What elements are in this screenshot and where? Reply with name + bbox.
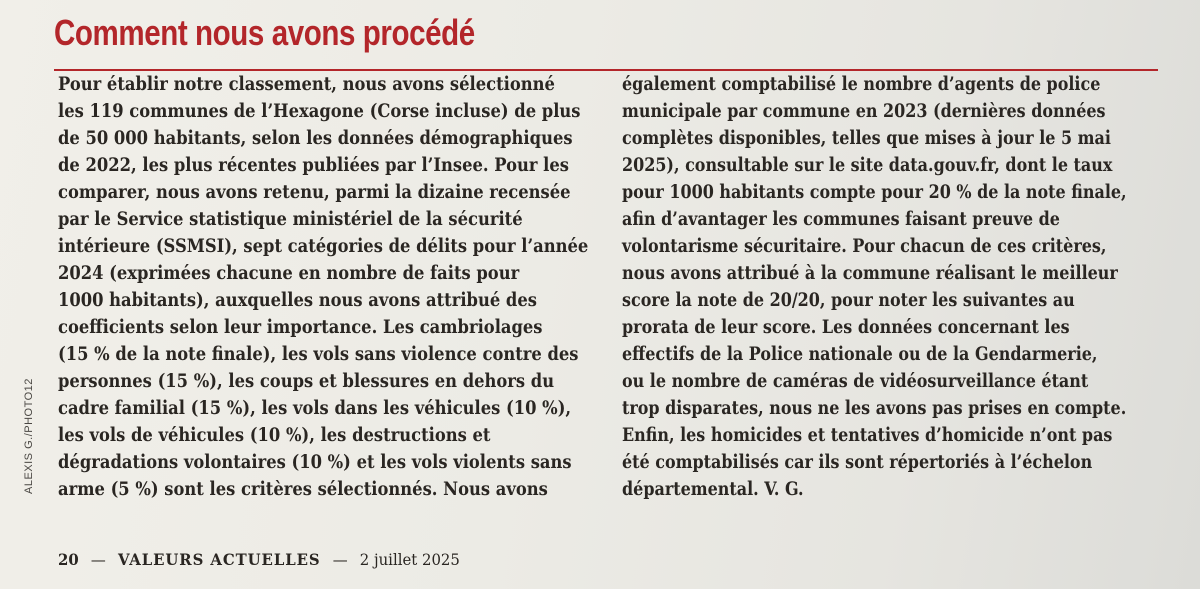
text-line: par le Service statistique ministériel de la sécurité [58, 208, 523, 230]
text-line: municipale par commune en 2023 (dernières données [622, 100, 1106, 122]
text-line: de 2022, les plus récentes publiées par l’Insee. Pour les [58, 154, 569, 176]
text-line: effectifs de la Police nationale ou de la Gendarmerie, [622, 343, 1098, 365]
page-number: 20 [58, 550, 79, 569]
footer-separator: — [332, 550, 348, 569]
text-line: pour 1000 habitants compte pour 20 % de la note finale, [622, 181, 1127, 203]
text-line: Enfin, les homicides et tentatives d’homicide n’ont pas [622, 424, 1113, 446]
magazine-name: VALEURS ACTUELLES [117, 550, 321, 569]
text-line: coefficients selon leur importance. Les cambriolages [58, 316, 543, 338]
right-column [622, 71, 1200, 503]
text-line: volontarisme sécuritaire. Pour chacun de ces critères, [622, 235, 1107, 257]
text-line: dégradations volontaires (10 %) et les vols violents sans [58, 451, 572, 473]
text-line: complètes disponibles, telles que mises à jour le 5 mai [622, 127, 1111, 149]
text-line: score la note de 20/20, pour noter les suivantes au [622, 289, 1075, 311]
text-line: trop disparates, nous ne les avons pas prises en compte. [622, 397, 1127, 419]
text-line: été comptabilisés car ils sont répertoriés à l’échelon [622, 451, 1093, 473]
text-line: ou le nombre de caméras de vidéosurveillance étant [622, 370, 1089, 392]
text-line: Pour établir notre classement, nous avons sélectionné [58, 73, 555, 95]
article-title: Comment nous avons procédé [54, 12, 475, 53]
text-line: de 50 000 habitants, selon les données démographiques [58, 127, 573, 149]
text-line: nous avons attribué à la commune réalisant le meilleur [622, 262, 1118, 284]
text-line: également comptabilisé le nombre d’agents de police [622, 73, 1101, 95]
text-line: 1000 habitants), auxquelles nous avons attribué des [58, 289, 537, 311]
footer-separator: — [90, 550, 106, 569]
text-line: les 119 communes de l’Hexagone (Corse incluse) de plus [58, 100, 581, 122]
text-line: 2025), consultable sur le site data.gouv.fr, dont le taux [622, 154, 1113, 176]
left-column [58, 71, 675, 503]
photo-credit: ALEXIS G./PHOTO12 [23, 378, 35, 494]
text-line: (15 % de la note finale), les vols sans violence contre des [58, 343, 579, 365]
text-line: 2024 (exprimées chacune en nombre de faits pour [58, 262, 520, 284]
page-footer [58, 550, 460, 569]
text-line: intérieure (SSMSI), sept catégories de délits pour l’année [58, 235, 589, 257]
text-line: prorata de leur score. Les données concernant les [622, 316, 1070, 338]
text-line: comparer, nous avons retenu, parmi la dizaine recensée [58, 181, 571, 203]
text-line: cadre familial (15 %), les vols dans les véhicules (10 %), [58, 397, 572, 419]
issue-date: 2 juillet 2025 [359, 550, 460, 569]
text-line: personnes (15 %), les coups et blessures en dehors du [58, 370, 555, 392]
text-line: afin d’avantager les communes faisant preuve de [622, 208, 1060, 230]
text-line: les vols de véhicules (10 %), les destructions et [58, 424, 491, 446]
text-line: départemental. V. G. [622, 478, 804, 500]
text-line: arme (5 %) sont les critères sélectionnés. Nous avons [58, 478, 548, 500]
